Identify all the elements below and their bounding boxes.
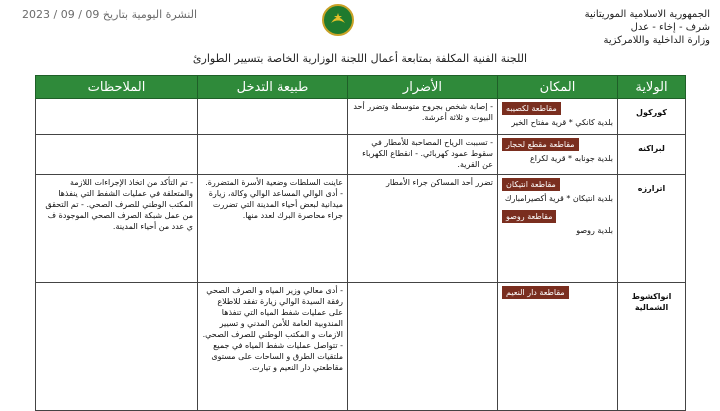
damage-cell: تضرر أحد المساكن جراء الأمطار xyxy=(348,175,498,283)
emergency-table xyxy=(35,75,686,411)
place-text: بلدية جونابه * قرية لكراع xyxy=(529,154,613,163)
damage-cell xyxy=(348,283,498,411)
place-cell xyxy=(498,99,618,135)
bulletin-date: النشرة اليومية بتاريخ 09 / 09 / 2023 xyxy=(22,8,197,21)
col-place: المكان xyxy=(498,76,618,99)
notes-cell xyxy=(36,283,198,411)
table-row xyxy=(36,175,686,283)
header-line-1: الجمهورية الاسلامية الموريتانية xyxy=(584,9,710,20)
header-line-2: شرف - إخاء - عدل xyxy=(630,22,710,33)
place-text: بلدية كانكي * قرية مفتاح الخير xyxy=(511,118,613,127)
wilaya-cell: انواكشوط الشمالية xyxy=(618,283,686,411)
national-emblem-icon xyxy=(322,4,354,36)
notes-cell xyxy=(36,135,198,175)
place-cell xyxy=(498,175,618,283)
place-cell xyxy=(498,135,618,175)
moughataa-label: مقاطعة مقطع لحجار xyxy=(502,138,579,151)
col-damage: الأضرار xyxy=(348,76,498,99)
header-line-3: وزارة الداخلية واللامركزية xyxy=(603,35,710,46)
moughataa-label: مقاطعة لكصيبه xyxy=(502,102,561,115)
place-text-2: بلدية روصو xyxy=(576,226,613,235)
damage-cell: - تسببت الرياح المصاحبة للأمطار في سقوط عمود كهربائي. - انقطاع الكهرباء عن القرية. xyxy=(348,135,498,175)
place-text: بلدية انتيكان * قرية أكصيرامبارك xyxy=(504,194,613,203)
wilaya-cell: كوركول xyxy=(618,99,686,135)
moughataa-label: مقاطعة دار النعيم xyxy=(502,286,569,299)
table-row xyxy=(36,135,686,175)
damage-cell: - إصابة شخص بجروح متوسطة وتضرر أحد البيوت و ثلاثة أعرشة. xyxy=(348,99,498,135)
table-row xyxy=(36,283,686,411)
moughataa-label-2: مقاطعة روصو xyxy=(502,210,556,223)
notes-cell: - تم التأكد من اتخاذ الإجراءات اللازمة والمتعلقة في عمليات الشفط التي ينفذها المكتب الوطني للصرف الصحي. - تم التحقق من عمل شبكة الصرف الصحي الموجودة ف ي عدد من أحياء المدينة. xyxy=(36,175,198,283)
table-row xyxy=(36,99,686,135)
wilaya-cell: اترارزه xyxy=(618,175,686,283)
intervention-cell: - أدى معالي وزير المياه و الصرف الصحي رفقة السيدة الوالي زيارة تفقد للاطلاع على عمليات شفط المياه التي تنفذها المندوبية العامة للأمن المدني و تسيير الازمات و المكتب الوطني للصرف الصحي. - تتواصل عمليات شفط المياه في جميع ملتقيات الطرق و الساحات على مستوى مقاطعتي دار النعيم و تيارت. xyxy=(198,283,348,411)
intervention-cell xyxy=(198,135,348,175)
col-intervention: طبيعة التدخل xyxy=(198,76,348,99)
wilaya-cell: لبراكنه xyxy=(618,135,686,175)
notes-cell xyxy=(36,99,198,135)
ministry-header xyxy=(585,8,710,47)
intervention-cell: عاينت السلطات وضعية الأسرة المتضررة. - أدى الوالي المساعد الوالي وكالة، زيارة ميدانية لبعض أحياء المدينة التي تضررت جراء محاصرة البرك لعدد منها. xyxy=(198,175,348,283)
col-notes: الملاحظات xyxy=(36,76,198,99)
place-cell xyxy=(498,283,618,411)
intervention-cell xyxy=(198,99,348,135)
moughataa-label: مقاطعة انتيكان xyxy=(502,178,560,191)
table-header-row xyxy=(36,76,686,99)
committee-subtitle: اللجنة الفنية المكلفة بمتابعة أعمال اللجنة الوزارية الخاصة بتسيير الطوارئ xyxy=(192,52,528,65)
col-wilaya: الولاية xyxy=(618,76,686,99)
